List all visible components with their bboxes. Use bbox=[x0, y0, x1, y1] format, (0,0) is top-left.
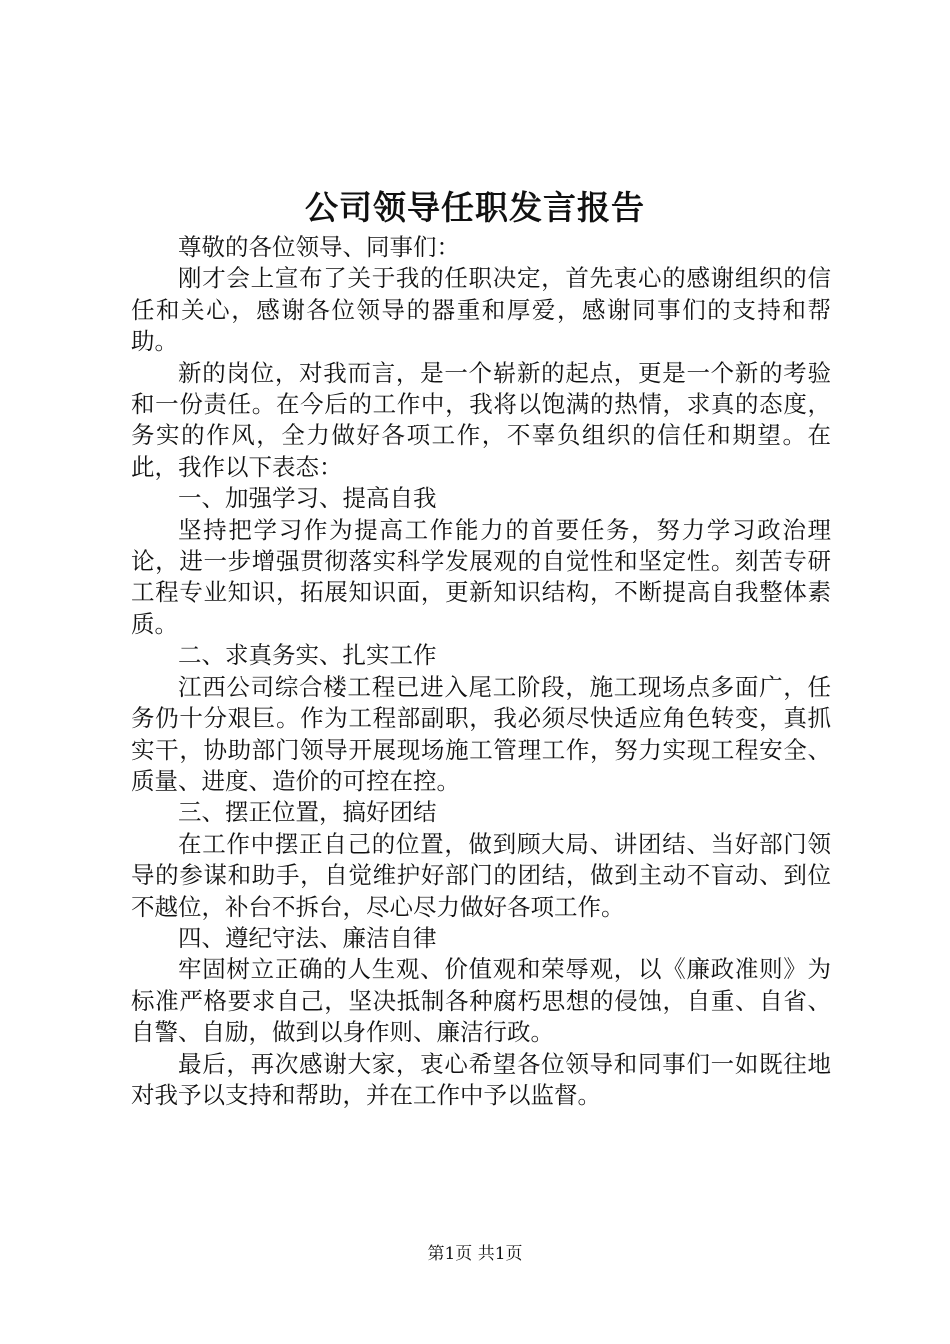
section-heading-3: 三、摆正位置，搞好团结 bbox=[178, 798, 437, 827]
paragraph-closing: 最后，再次感谢大家，衷心希望各位领导和同事们一如既往地对我予以支持和帮助，并在工作中予以监督。 bbox=[131, 1049, 831, 1109]
document-title: 公司领导任职发言报告 bbox=[305, 188, 645, 227]
document-body bbox=[131, 232, 831, 1111]
paragraph-section-1: 坚持把学习作为提高工作能力的首要任务，努力学习政治理论，进一步增强贯彻落实科学发展观的自觉性和坚定性。刻苦专研工程专业知识，拓展知识面，更新知识结构，不断提高自我整体素质。 bbox=[131, 515, 831, 638]
page-footer: 第1页 共1页 bbox=[427, 1244, 523, 1264]
section-heading-4: 四、遵纪守法、廉洁自律 bbox=[178, 923, 437, 952]
paragraph-thanks: 刚才会上宣布了关于我的任职决定，首先衷心的感谢组织的信任和关心，感谢各位领导的器重和厚爱，感谢同事们的支持和帮助。 bbox=[131, 264, 831, 356]
paragraph-section-3: 在工作中摆正自己的位置，做到顾大局、讲团结、当好部门领导的参谋和助手，自觉维护好部门的团结，做到主动不盲动、到位不越位，补台不拆台，尽心尽力做好各项工作。 bbox=[131, 829, 831, 921]
paragraph-new-position: 新的岗位，对我而言，是一个崭新的起点，更是一个新的考验和一份责任。在今后的工作中，我将以饱满的热情，求真的态度，务实的作风，全力做好各项工作，不辜负组织的信任和期望。在此，我作以下表态： bbox=[131, 358, 831, 481]
section-heading-2: 二、求真务实、扎实工作 bbox=[178, 641, 437, 670]
paragraph-section-2: 江西公司综合楼工程已进入尾工阶段，施工现场点多面广，任务仍十分艰巨。作为工程部副职，我必须尽快适应角色转变，真抓实干，协助部门领导开展现场施工管理工作，努力实现工程安全、质量、进度、造价的可控在控。 bbox=[131, 672, 831, 795]
section-heading-1: 一、加强学习、提高自我 bbox=[178, 484, 437, 513]
salutation: 尊敬的各位领导、同事们： bbox=[178, 233, 460, 261]
paragraph-section-4: 牢固树立正确的人生观、价值观和荣辱观，以《廉政准则》为标准严格要求自己，坚决抵制各种腐朽思想的侵蚀，自重、自省、自警、自励，做到以身作则、廉洁行政。 bbox=[131, 955, 831, 1047]
